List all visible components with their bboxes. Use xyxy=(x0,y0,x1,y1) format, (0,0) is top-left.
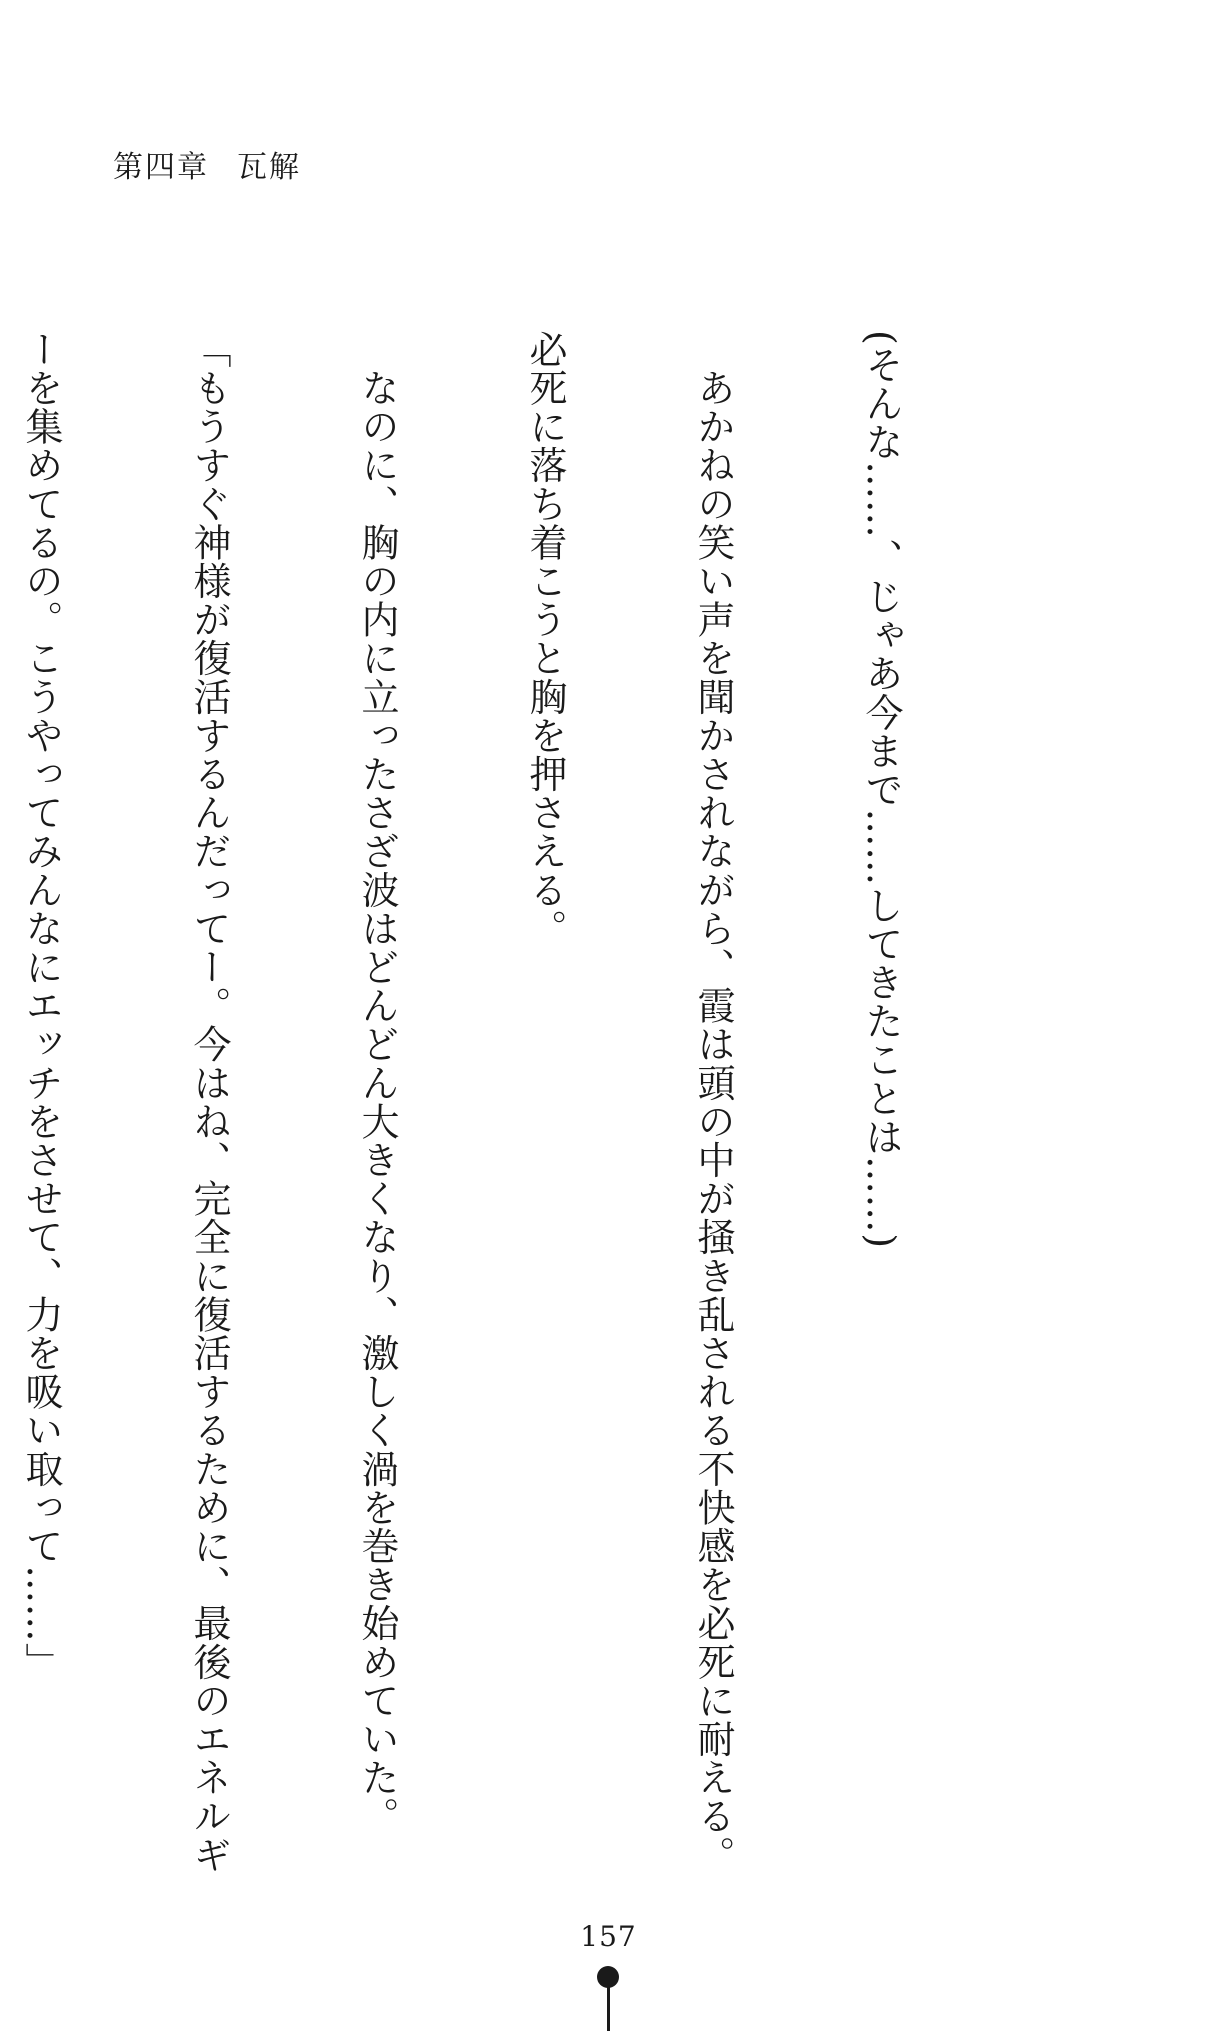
chapter-title: 瓦解 xyxy=(237,150,301,185)
text-line: あかねの笑い声を聞かされながら、霞は頭の中が掻き乱される不快感を必死に耐える。 xyxy=(691,330,735,1874)
novel-body-text xyxy=(0,330,1021,1874)
text-line: なのに、胸の内に立ったさざ波はどんどん大きくなり、激しく渦を巻き始めていた。 xyxy=(355,330,399,1836)
text-line: 「もうすぐ神様が復活するんだってー。今はね、完全に復活するために、最後のエネルギ xyxy=(187,330,231,1874)
text-line: ーを集めてるの。こうやってみんなにエッチをさせて、力を吸い取って……」 xyxy=(19,330,63,1681)
page-number: 157 xyxy=(580,1920,637,1953)
text-line: 必死に落ち着こうと胸を押さえる。 xyxy=(523,330,567,948)
running-header xyxy=(113,142,301,186)
bookmark-dot-icon xyxy=(597,1966,619,1988)
chapter-number: 第四章 xyxy=(113,150,209,185)
text-line: (そんな……、じゃあ今まで……してきたことは……) xyxy=(859,330,903,1249)
